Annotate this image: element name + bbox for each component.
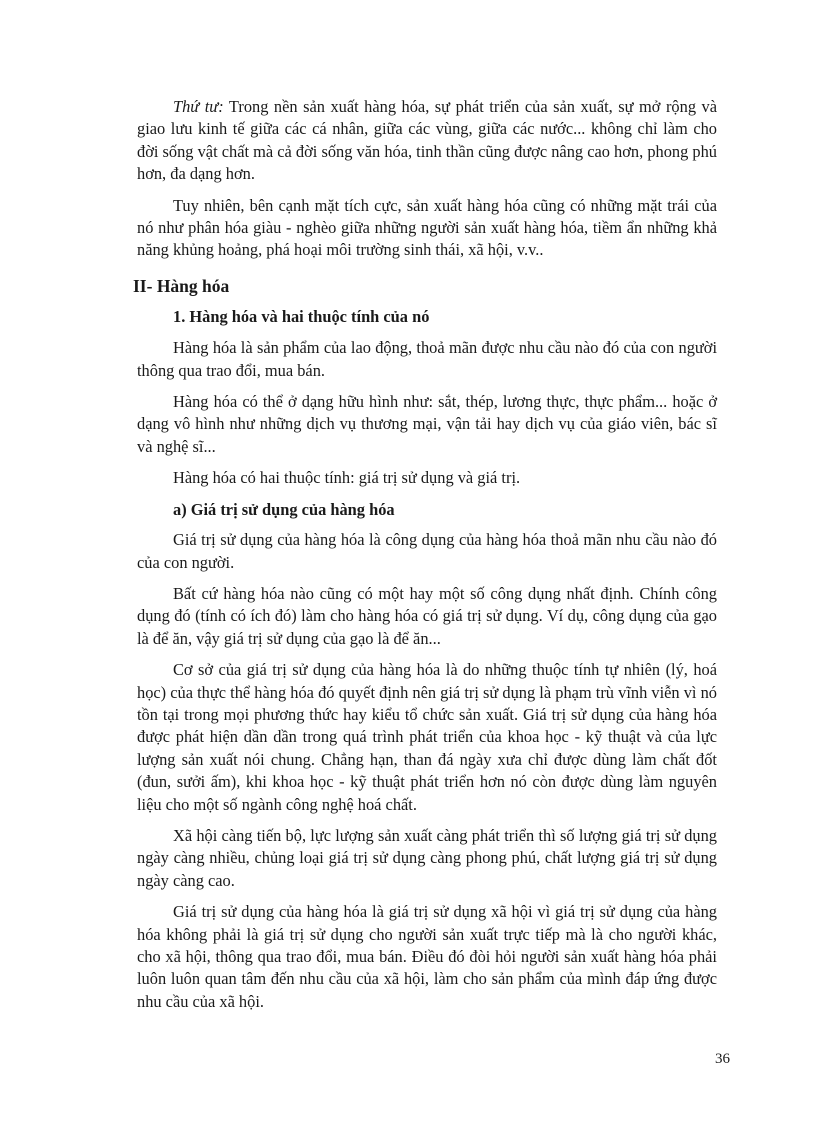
document-page (133, 96, 717, 1022)
section-heading: II- Hàng hóa (133, 275, 230, 296)
subsection-paragraph: Xã hội càng tiến bộ, lực lượng sản xuất càng phát triển thì số lượng giá trị sử dụng ngày càng nhiều, chủng loại giá trị sử dụng càng phong phú, chất lượng giá trị sử dụng ngày càng cao. (137, 825, 717, 890)
subsection-paragraph: Giá trị sử dụng của hàng hóa là giá trị sử dụng xã hội vì giá trị sử dụng của hàng hóa không phải là giá trị sử dụng cho người sản xuất trực tiếp mà là cho người khác, cho xã hội, thông qua trao đổi, mua bán. Điều đó đòi hỏi người sản xuất hàng hóa phải luôn luôn quan tâm đến nhu cầu của xã hội, làm cho sản phẩm của mình đáp ứng được nhu cầu của xã hội. (137, 902, 717, 1011)
section-paragraph: Hàng hóa có hai thuộc tính: giá trị sử dụng và giá trị. (173, 468, 521, 488)
section-paragraph: Hàng hóa có thể ở dạng hữu hình như: sắt, thép, lương thực, thực phẩm... hoặc ở dạng vô hình như những dịch vụ thương mại, vận tải hay dịch vụ của giáo viên, bác sĩ và nghệ sĩ... (137, 392, 717, 456)
page-number: 36 (715, 1051, 730, 1067)
subsection-paragraph: Cơ sở của giá trị sử dụng của hàng hóa là do những thuộc tính tự nhiên (lý, hoá học) của thực thể hàng hóa đó quyết định nên giá trị sử dụng là phạm trù vĩnh viễn vì nó tồn tại trong mọi phương thức hay kiểu tổ chức sản xuất. Giá trị sử dụng của hàng hóa được phát hiện dần dần trong quá trình phát triển của khoa học - kỹ thuật và của lực lượng sản xuất nói chung. Chẳng hạn, than đá ngày xưa chỉ được dùng làm chất đốt (đun, sưởi ấm), khi khoa học - kỹ thuật phát triển hơn nó còn được dùng làm nguyên liệu cho một số ngành công nghệ hoá chất. (137, 660, 717, 814)
intro-paragraph-2: Tuy nhiên, bên cạnh mặt tích cực, sản xuất hàng hóa cũng có những mặt trái của nó như phân hóa giàu - nghèo giữa những người sản xuất hàng hóa, tiềm ẩn những khả năng khủng hoảng, phá hoại môi trường sinh thái, xã hội, v.v.. (137, 195, 717, 260)
intro-paragraph-1-text: Trong nền sản xuất hàng hóa, sự phát triển của sản xuất, sự mở rộng và giao lưu kinh tế giữa các cá nhân, giữa các vùng, giữa các nước... không chỉ làm cho đời sống vật chất mà cả đời sống văn hóa, tinh thần cũng được nâng cao hơn, phong phú hơn, đa dạng hơn. (137, 97, 717, 184)
subsection-paragraph: Bất cứ hàng hóa nào cũng có một hay một số công dụng nhất định. Chính công dụng đó (tính có ích đó) làm cho hàng hóa có giá trị sử dụng. Ví dụ, công dụng của gạo là để ăn, vậy giá trị sử dụng của gạo là để ăn... (137, 583, 717, 648)
intro-paragraph-1 (137, 96, 717, 186)
subsubsection-heading: a) Giá trị sử dụng của hàng hóa (173, 499, 395, 519)
subsection-heading: 1. Hàng hóa và hai thuộc tính của nó (173, 306, 430, 326)
lead-label: Thứ tư: (173, 97, 224, 116)
subsection-paragraph: Giá trị sử dụng của hàng hóa là công dụng của hàng hóa thoả mãn nhu cầu nào đó của con người. (137, 530, 717, 572)
section-paragraph: Hàng hóa là sản phẩm của lao động, thoả mãn được nhu cầu nào đó của con người thông qua trao đổi, mua bán. (137, 338, 717, 380)
